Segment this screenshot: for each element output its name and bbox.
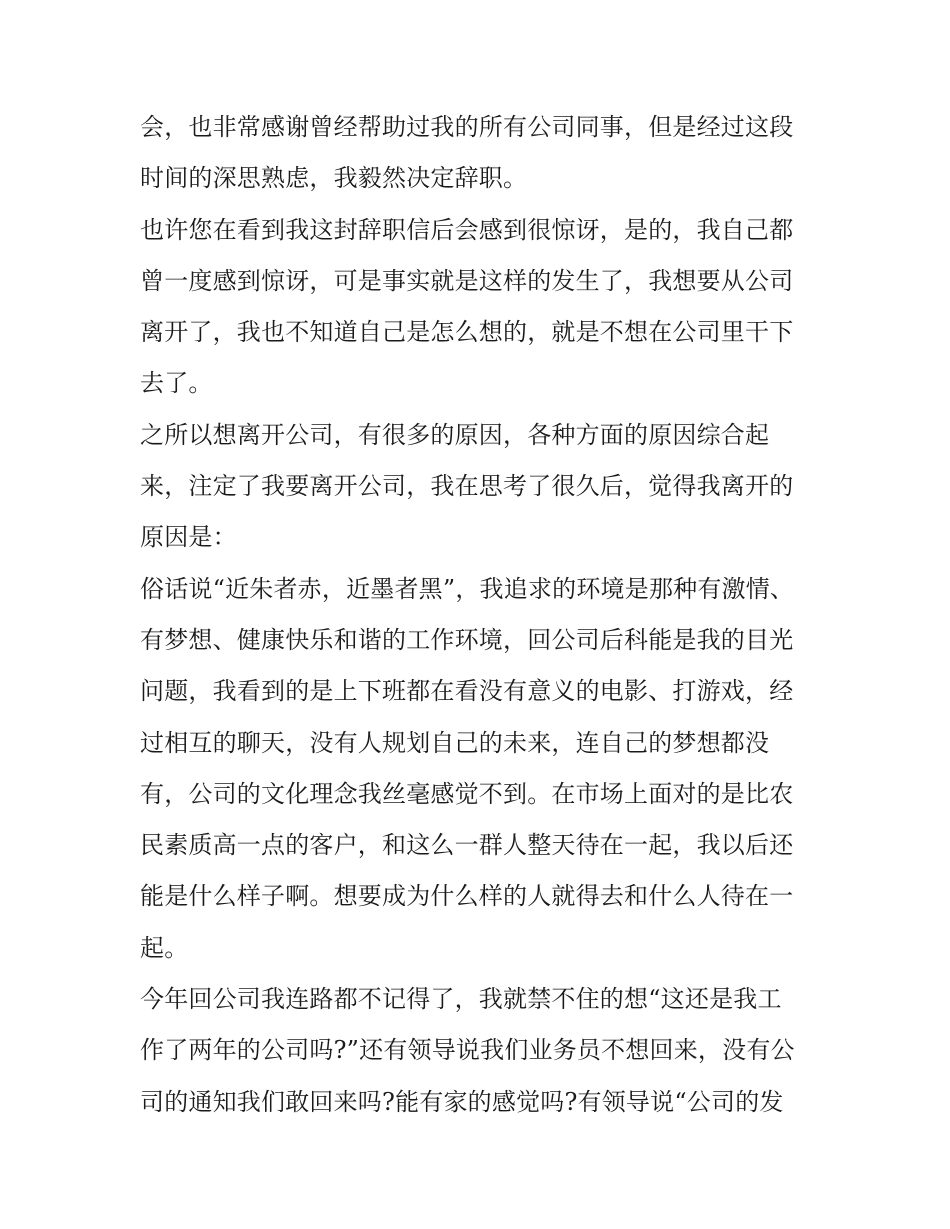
text-line: 起。 [140,933,189,962]
text-line: 时间的深思熟虑，我毅然决定辞职。 [140,164,528,193]
text-line: 有，公司的文化理念我丝毫感觉不到。在市场上面对的是比农 [140,779,794,808]
text-line: 去了。 [140,369,213,398]
text-line: 能是什么样子啊。想要成为什么样的人就得去和什么人待在一 [140,882,794,911]
text-line: 民素质高一点的客户，和这么一群人整天待在一起，我以后还 [140,831,794,860]
text-line: 也许您在看到我这封辞职信后会感到很惊讶，是的，我自己都 [140,215,794,244]
text-line: 司的通知我们敢回来吗?能有家的感觉吗?有领导说“公司的发 [140,1087,784,1116]
text-line: 之所以想离开公司，有很多的原因，各种方面的原因综合起 [140,420,770,449]
text-line: 来，注定了我要离开公司，我在思考了很久后，觉得我离开的 [140,472,794,501]
text-line: 过相互的聊天，没有人规划自己的未来，连自己的梦想都没 [140,728,770,757]
text-line: 问题，我看到的是上下班都在看没有意义的电影、打游戏，经 [140,677,794,706]
resignation-letter-body [140,102,815,1128]
text-line: 会，也非常感谢曾经帮助过我的所有公司同事，但是经过这段 [140,113,794,141]
text-line: 俗话说“近朱者赤，近墨者黑”，我追求的环境是那种有激情、 [140,574,795,603]
text-line: 离开了，我也不知道自己是怎么想的，就是不想在公司里干下 [140,318,794,347]
text-line: 原因是： [140,523,237,552]
text-line: 有梦想、健康快乐和谐的工作环境，回公司后科能是我的目光 [140,625,794,654]
text-line: 曾一度感到惊讶，可是事实就是这样的发生了，我想要从公司 [140,266,794,295]
text-line: 今年回公司我连路都不记得了，我就禁不住的想“这还是我工 [140,985,782,1014]
text-line: 作了两年的公司吗?”还有领导说我们业务员不想回来，没有公 [140,1036,795,1065]
